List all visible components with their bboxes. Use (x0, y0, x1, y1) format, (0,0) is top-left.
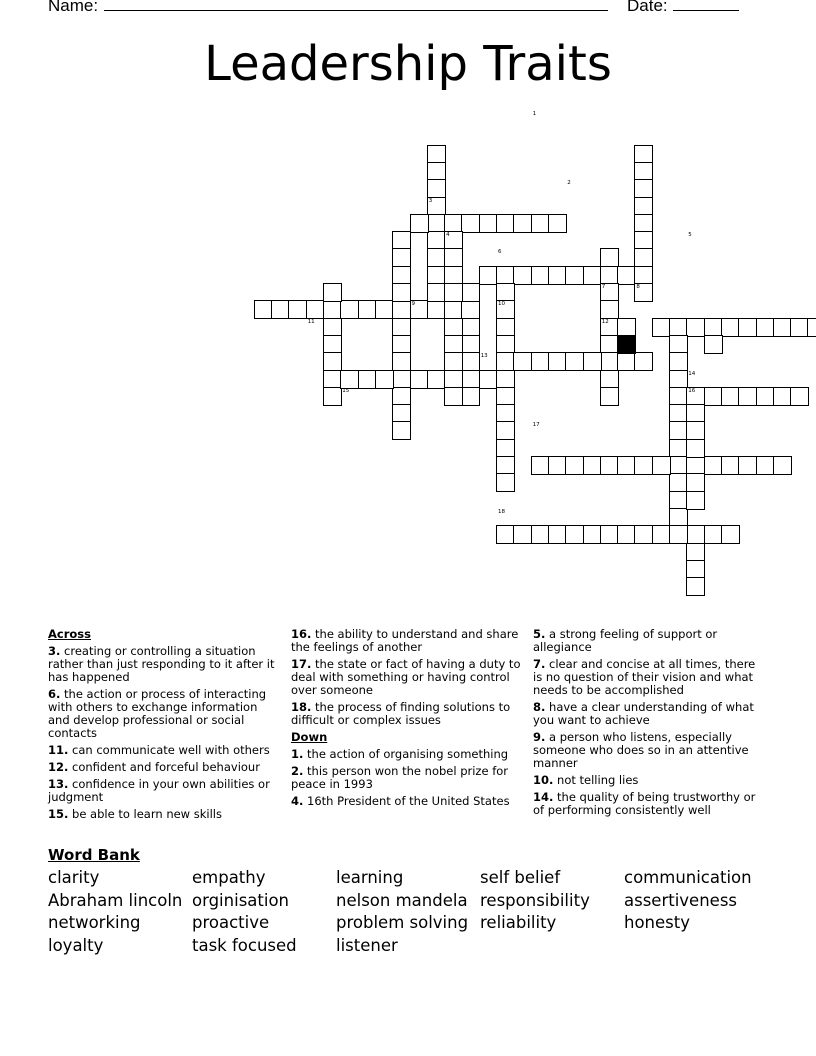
grid-cell[interactable] (669, 491, 688, 510)
grid-cell[interactable] (686, 439, 705, 458)
grid-clue-number: 10 (498, 301, 505, 308)
down-clue (533, 731, 765, 770)
clue-text: clear and concise at all times, there is no question of their vision and what needs to be accomplished (533, 657, 756, 697)
grid-cell[interactable] (513, 352, 532, 371)
grid-cell[interactable] (410, 214, 429, 233)
grid-cell[interactable] (548, 525, 567, 544)
grid-cell[interactable] (427, 145, 446, 164)
grid-cell[interactable] (306, 300, 325, 319)
grid-clue-number: 2 (567, 180, 571, 187)
grid-cell[interactable] (461, 318, 480, 337)
clue-number: 14. (533, 790, 554, 804)
grid-cell[interactable] (669, 387, 688, 406)
grid-cell[interactable] (634, 231, 653, 250)
grid-cell[interactable] (565, 456, 584, 475)
clue-number: 11. (48, 743, 69, 757)
word-bank-item: nelson mandela (336, 890, 468, 910)
grid-cell[interactable] (634, 525, 653, 544)
grid-clue-number: 8 (636, 284, 640, 290)
grid-cell[interactable] (686, 543, 705, 562)
down-clue (533, 774, 765, 787)
grid-cell[interactable] (548, 352, 567, 371)
name-label: Name: (48, 0, 99, 15)
grid-cell[interactable] (461, 352, 480, 371)
grid-cell[interactable] (600, 248, 619, 267)
grid-cell[interactable] (756, 318, 775, 337)
clue-text: a strong feeling of support or allegiance (533, 627, 718, 654)
clue-text: have a clear understanding of what you want to achieve (533, 700, 754, 727)
grid-cell[interactable] (704, 387, 723, 406)
clue-text: can communicate well with others (68, 743, 270, 757)
grid-cell[interactable] (738, 387, 757, 406)
grid-clue-number: 12 (601, 318, 609, 325)
clue-number: 12. (48, 760, 69, 774)
grid-clue-number: 6 (498, 249, 502, 256)
clue-number: 13. (48, 777, 69, 791)
grid-cell[interactable] (427, 370, 446, 389)
grid-cell[interactable] (427, 179, 446, 198)
word-bank-item: loyalty (48, 935, 104, 955)
across-clue (48, 761, 280, 774)
grid-cell[interactable] (392, 421, 411, 440)
grid-cell[interactable] (617, 352, 636, 371)
grid-cell[interactable] (686, 456, 705, 475)
grid-cell[interactable] (479, 214, 498, 233)
grid-cell[interactable] (669, 456, 688, 475)
clue-number: 6. (48, 687, 61, 701)
grid-cell[interactable] (669, 318, 688, 337)
grid-cell[interactable] (427, 248, 446, 267)
clue-number: 18. (291, 700, 312, 714)
grid-cell[interactable] (254, 300, 273, 319)
grid-cell[interactable] (375, 300, 394, 319)
grid-cell[interactable] (531, 352, 550, 371)
grid-cell[interactable] (392, 404, 411, 423)
grid-cell[interactable] (669, 525, 688, 544)
clue-text: 16th President of the United States (303, 794, 510, 808)
grid-cell[interactable] (738, 318, 757, 337)
grid-clue-number: 4 (446, 232, 450, 239)
grid-cell[interactable] (444, 387, 463, 406)
grid-cell[interactable] (790, 318, 809, 337)
grid-cell[interactable] (323, 283, 342, 302)
grid-cell[interactable] (444, 370, 463, 389)
grid-cell[interactable] (704, 525, 723, 544)
grid-cell[interactable] (392, 300, 411, 319)
grid-cell[interactable] (513, 525, 532, 544)
grid-cell[interactable] (323, 318, 342, 337)
grid-cell[interactable] (444, 352, 463, 371)
clue-number: 3. (48, 644, 61, 658)
grid-cell[interactable] (686, 577, 705, 596)
grid-cell[interactable] (600, 456, 619, 475)
clues-column-2 (291, 628, 523, 812)
grid-cell[interactable] (531, 525, 550, 544)
grid-cell[interactable] (600, 370, 619, 389)
grid-cell[interactable] (427, 162, 446, 181)
grid-cell[interactable] (496, 318, 515, 337)
word-bank-item: responsibility (480, 890, 590, 910)
clue-text: the action or process of interacting with others to exchange information and develop professional or social contacts (48, 687, 267, 740)
grid-clue-number: 16 (688, 387, 696, 394)
clue-number: 5. (533, 627, 546, 641)
grid-cell[interactable] (479, 266, 498, 285)
grid-cell[interactable] (756, 387, 775, 406)
grid-cell[interactable] (548, 456, 567, 475)
grid-cell[interactable] (634, 145, 653, 164)
grid-cell[interactable] (686, 560, 705, 579)
grid-cell[interactable] (496, 214, 515, 233)
across-clue (48, 744, 280, 757)
grid-cell[interactable] (634, 248, 653, 267)
grid-cell[interactable] (496, 439, 515, 458)
grid-cell[interactable] (392, 370, 411, 389)
grid-cell[interactable] (773, 456, 792, 475)
word-bank-item: reliability (480, 913, 557, 932)
grid-cell[interactable] (323, 335, 342, 354)
clue-text: the state or fact of having a duty to deal with something or having control over someone (291, 657, 521, 697)
across-clue-list-continued (291, 628, 523, 727)
grid-cell[interactable] (461, 387, 480, 406)
clues-column-1 (48, 628, 280, 825)
grid-cell[interactable] (461, 300, 480, 319)
word-bank-item: empathy (192, 868, 266, 887)
grid-cell[interactable] (721, 387, 740, 406)
grid-cell[interactable] (634, 214, 653, 233)
grid-cell[interactable] (392, 318, 411, 337)
grid-cell[interactable] (496, 283, 515, 302)
clue-number: 10. (533, 773, 554, 787)
grid-cell[interactable] (323, 387, 342, 406)
grid-cell[interactable] (634, 162, 653, 181)
grid-clue-number: 14 (688, 370, 696, 377)
grid-cell[interactable] (444, 335, 463, 354)
grid-cell[interactable] (634, 197, 653, 216)
grid-cell[interactable] (513, 214, 532, 233)
page-title: Leadership Traits (204, 36, 612, 92)
grid-cell[interactable] (496, 456, 515, 475)
grid-cell[interactable] (392, 248, 411, 267)
grid-cell[interactable] (496, 421, 515, 440)
down-clue (533, 628, 765, 654)
grid-cell[interactable] (479, 370, 498, 389)
grid-cell[interactable] (323, 300, 342, 319)
grid-cell[interactable] (652, 318, 671, 337)
grid-cell[interactable] (392, 231, 411, 250)
grid-cell[interactable] (669, 352, 688, 371)
clue-text: confident and forceful behaviour (68, 760, 260, 774)
grid-cell[interactable] (496, 266, 515, 285)
clue-number: 4. (291, 794, 304, 808)
grid-clue-number: 3 (428, 197, 433, 204)
down-clue-list-continued (533, 628, 765, 817)
grid-cell[interactable] (358, 370, 377, 389)
clue-number: 7. (533, 657, 546, 671)
grid-cell[interactable] (669, 439, 688, 458)
grid-cell[interactable] (548, 214, 567, 233)
down-clue (291, 765, 523, 791)
grid-cell[interactable] (375, 370, 394, 389)
grid-cell[interactable] (288, 300, 307, 319)
grid-cell[interactable] (358, 300, 377, 319)
grid-cell[interactable] (617, 318, 636, 337)
grid-cell[interactable] (271, 300, 290, 319)
across-clue (48, 808, 280, 821)
across-clue (291, 658, 523, 697)
grid-cell[interactable] (600, 335, 619, 354)
down-clue (533, 701, 765, 727)
grid-cell[interactable] (513, 266, 532, 285)
across-clue (291, 628, 523, 654)
grid-cell[interactable] (392, 335, 411, 354)
grid-cell[interactable] (790, 387, 809, 406)
grid-cell[interactable] (634, 266, 653, 285)
clue-text: the action of organising something (303, 747, 509, 761)
word-bank-item: networking (48, 913, 141, 932)
grid-clue-number: 15 (342, 387, 350, 394)
grid-clue-number: 17 (532, 422, 540, 429)
across-clue (48, 688, 280, 740)
grid-cell[interactable] (686, 473, 705, 492)
grid-cell[interactable] (669, 421, 688, 440)
grid-cell[interactable] (669, 473, 688, 492)
grid-cell[interactable] (721, 456, 740, 475)
word-bank (48, 868, 788, 956)
word-bank-item: assertiveness (624, 890, 738, 910)
grid-cell[interactable] (756, 456, 775, 475)
grid-cell[interactable] (738, 456, 757, 475)
grid-cell[interactable] (392, 352, 411, 371)
grid-cell[interactable] (427, 231, 446, 250)
grid-cell[interactable] (686, 525, 705, 544)
down-clue (533, 791, 765, 817)
grid-cell[interactable] (634, 352, 653, 371)
grid-cell[interactable] (652, 525, 671, 544)
across-clue (291, 701, 523, 727)
grid-cell[interactable] (496, 370, 515, 389)
grid-cell[interactable] (600, 266, 619, 285)
grid-cell[interactable] (773, 318, 792, 337)
grid-cell[interactable] (461, 370, 480, 389)
grid-cell[interactable] (392, 283, 411, 302)
down-clue (533, 658, 765, 697)
grid-cell-blocked (617, 335, 636, 354)
clue-number: 2. (291, 764, 304, 778)
grid-cell[interactable] (496, 352, 515, 371)
grid-cell[interactable] (427, 214, 446, 233)
word-bank-item: learning (336, 868, 404, 887)
clue-text: not telling lies (553, 773, 639, 787)
grid-cell[interactable] (583, 525, 602, 544)
word-bank-item: listener (336, 935, 398, 955)
grid-cell[interactable] (496, 525, 515, 544)
grid-cell[interactable] (721, 525, 740, 544)
grid-cell[interactable] (496, 335, 515, 354)
grid-cell[interactable] (444, 266, 463, 285)
word-bank-item: problem solving (336, 913, 469, 932)
grid-cell[interactable] (565, 266, 584, 285)
grid-cell[interactable] (634, 456, 653, 475)
word-bank-item: clarity (48, 868, 100, 887)
grid-cell[interactable] (721, 318, 740, 337)
clue-text: the process of finding solutions to difficult or complex issues (291, 700, 511, 727)
clues-column-3 (533, 628, 765, 821)
grid-cell[interactable] (617, 266, 636, 285)
grid-cell[interactable] (444, 283, 463, 302)
grid-cell[interactable] (617, 525, 636, 544)
grid-cell[interactable] (323, 370, 342, 389)
grid-cell[interactable] (496, 387, 515, 406)
grid-cell[interactable] (427, 300, 446, 319)
grid-cell[interactable] (323, 352, 342, 371)
grid-cell[interactable] (427, 283, 446, 302)
word-bank-title: Word Bank (48, 846, 140, 864)
grid-cell[interactable] (704, 335, 723, 354)
grid-cell[interactable] (617, 456, 636, 475)
grid-cell[interactable] (444, 318, 463, 337)
grid-cell[interactable] (340, 370, 359, 389)
grid-cell[interactable] (600, 352, 619, 371)
grid-cell[interactable] (600, 525, 619, 544)
grid-clue-number: 9 (411, 301, 415, 308)
grid-cell[interactable] (686, 421, 705, 440)
grid-cell[interactable] (634, 179, 653, 198)
grid-cell[interactable] (583, 352, 602, 371)
clue-text: this person won the nobel prize for peace in 1993 (291, 764, 509, 791)
grid-clue-number: 7 (601, 284, 606, 290)
grid-cell[interactable] (583, 266, 602, 285)
across-clue-list (48, 645, 280, 821)
word-bank-item: proactive (192, 913, 270, 932)
grid-clue-number: 5 (688, 232, 692, 239)
grid-cell[interactable] (410, 370, 429, 389)
grid-cell[interactable] (496, 473, 515, 492)
grid-cell[interactable] (686, 318, 705, 337)
grid-cell[interactable] (461, 283, 480, 302)
grid-cell[interactable] (392, 387, 411, 406)
word-bank-item: Abraham lincoln (48, 890, 183, 910)
clue-number: 15. (48, 807, 69, 821)
grid-cell[interactable] (340, 300, 359, 319)
grid-clue-number: 1 (532, 111, 537, 117)
grid-cell[interactable] (600, 387, 619, 406)
down-clue (291, 795, 523, 808)
grid-cell[interactable] (565, 352, 584, 371)
grid-cell[interactable] (704, 456, 723, 475)
across-clue (48, 778, 280, 804)
grid-cell[interactable] (773, 387, 792, 406)
date-label: Date: (627, 0, 668, 15)
grid-cell[interactable] (392, 266, 411, 285)
grid-cell[interactable] (600, 300, 619, 319)
clue-text: confidence in your own abilities or judgment (48, 777, 270, 804)
clue-text: the ability to understand and share the feelings of another (291, 627, 519, 654)
grid-cell[interactable] (686, 404, 705, 423)
grid-cell[interactable] (669, 508, 688, 527)
word-bank-item: task focused (192, 935, 297, 955)
clue-text: a person who listens, especially someone who does so in an attentive manner (533, 730, 749, 770)
grid-cell[interactable] (565, 525, 584, 544)
across-heading: Across (48, 627, 91, 641)
down-heading: Down (291, 730, 328, 744)
grid-cell[interactable] (669, 370, 688, 389)
clue-number: 16. (291, 627, 312, 641)
word-bank-item: honesty (624, 913, 690, 932)
clue-text: be able to learn new skills (68, 807, 222, 821)
clue-number: 9. (533, 730, 546, 744)
grid-cell[interactable] (686, 491, 705, 510)
word-bank-item: self belief (480, 868, 561, 887)
grid-cell[interactable] (461, 214, 480, 233)
grid-cell[interactable] (496, 404, 515, 423)
grid-cell[interactable] (583, 456, 602, 475)
grid-cell[interactable] (461, 335, 480, 354)
grid-cell[interactable] (427, 266, 446, 285)
grid-cell[interactable] (444, 300, 463, 319)
grid-cell[interactable] (531, 456, 550, 475)
grid-clue-number: 18 (498, 508, 505, 515)
clue-number: 1. (291, 747, 304, 761)
grid-cell[interactable] (444, 248, 463, 267)
grid-cell[interactable] (531, 266, 550, 285)
grid-cell[interactable] (669, 404, 688, 423)
word-bank-item: orginisation (192, 890, 290, 910)
across-clue (48, 645, 280, 684)
clue-text: the quality of being trustworthy or of performing consistently well (533, 790, 756, 817)
grid-clue-number: 11 (307, 318, 315, 325)
grid-cell[interactable] (531, 214, 550, 233)
word-bank-item: communication (624, 868, 752, 887)
grid-cell[interactable] (444, 214, 463, 233)
grid-cell[interactable] (704, 318, 723, 337)
down-clue (291, 748, 523, 761)
clue-number: 8. (533, 700, 546, 714)
grid-cell[interactable] (652, 456, 671, 475)
grid-clue-number: 13 (480, 353, 488, 360)
clue-number: 17. (291, 657, 312, 671)
grid-cell[interactable] (669, 335, 688, 354)
down-clue-list (291, 748, 523, 808)
clue-text: creating or controlling a situation rather than just responding to it after it has happened (48, 644, 275, 684)
grid-cell[interactable] (807, 318, 816, 337)
grid-cell[interactable] (548, 266, 567, 285)
